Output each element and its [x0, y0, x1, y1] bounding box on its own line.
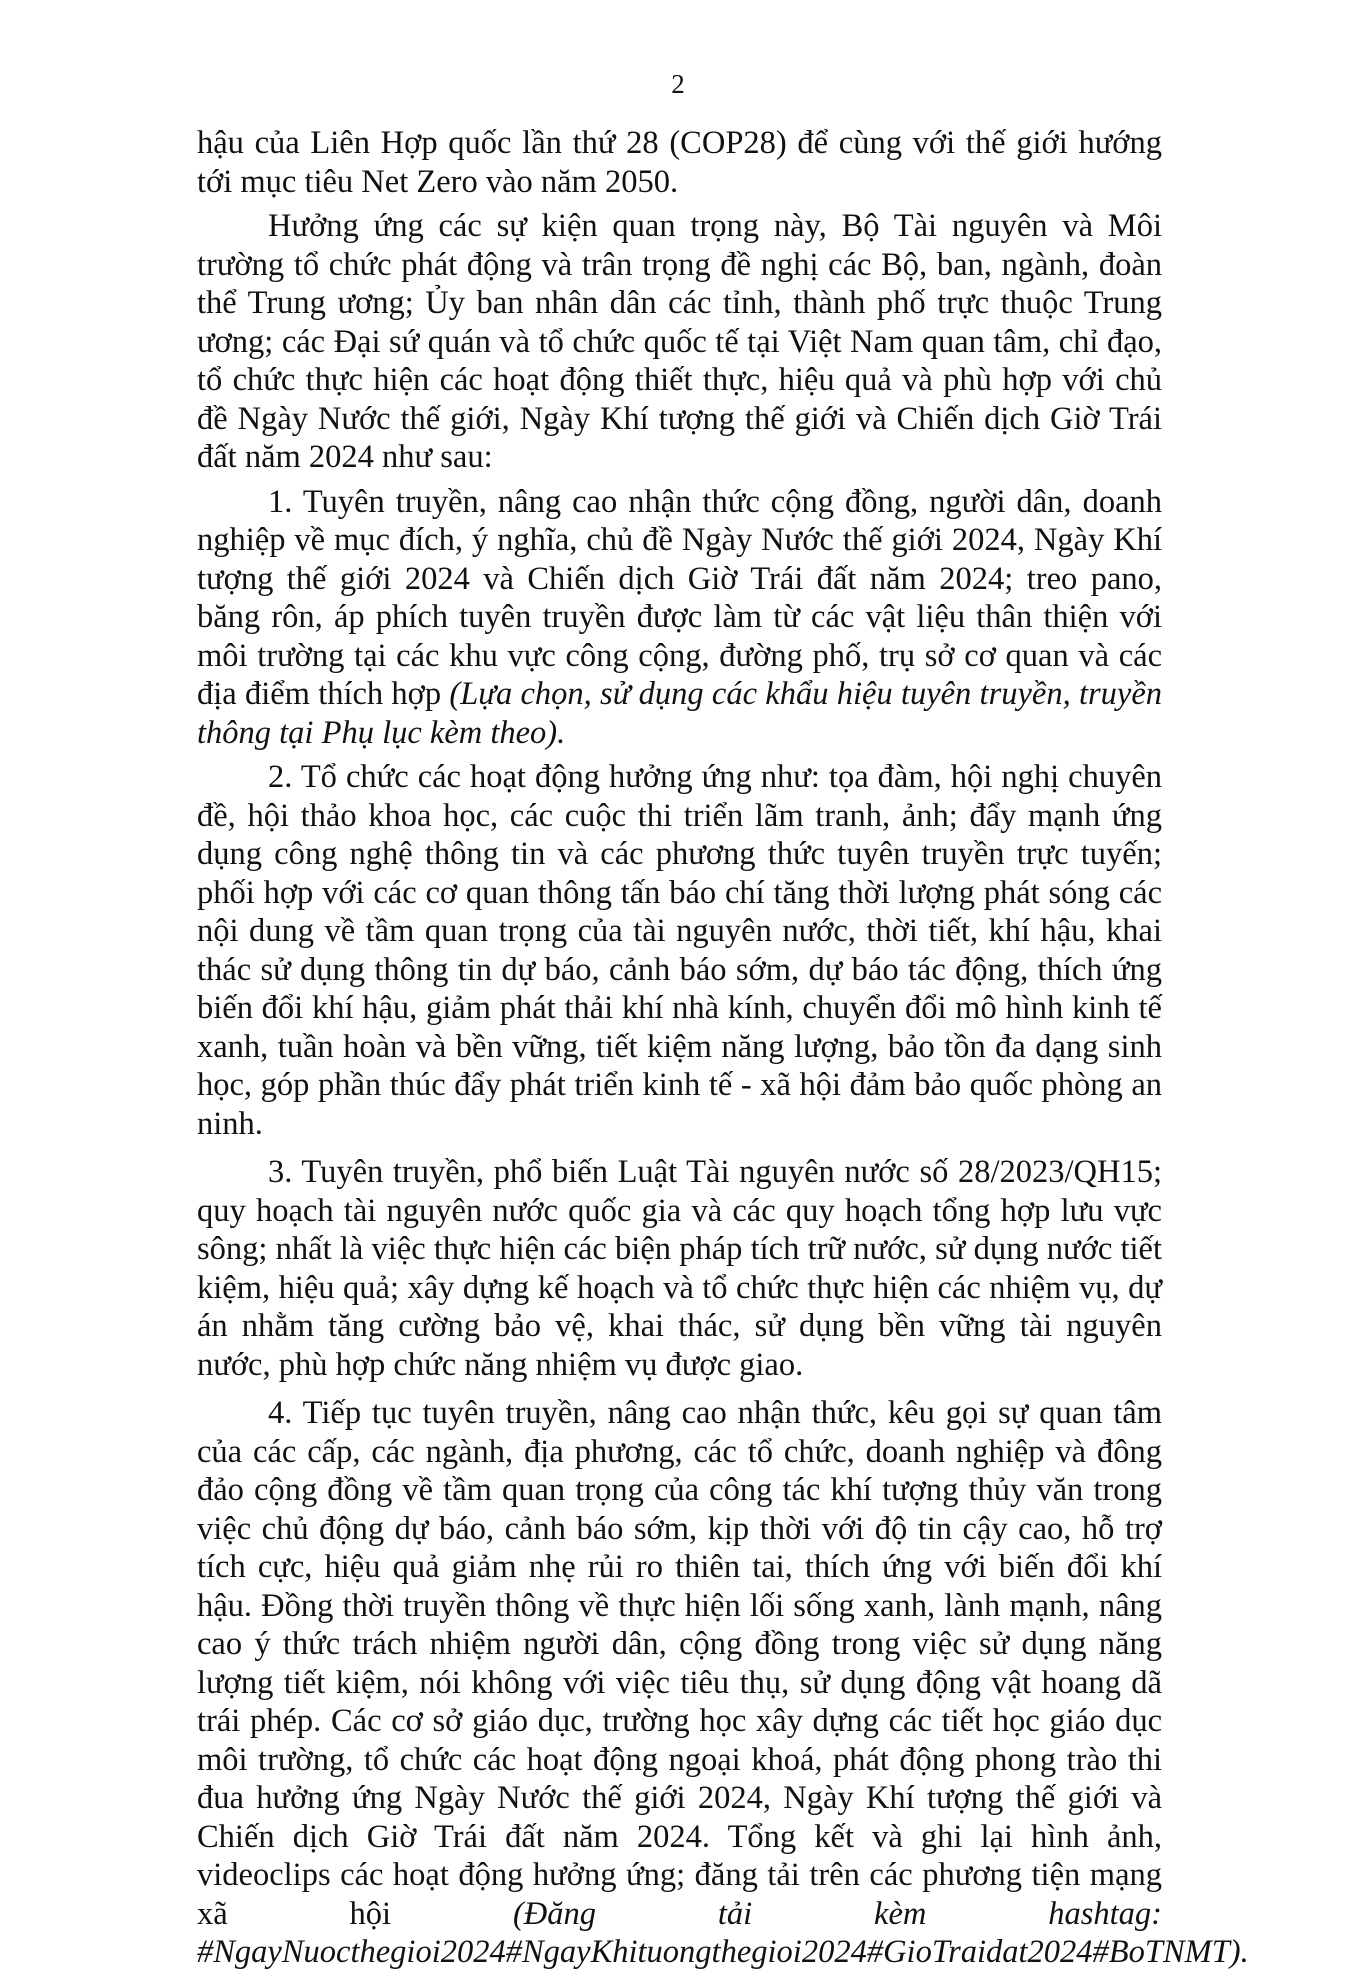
paragraph-text: Hưởng ứng các sự kiện quan trọng này, Bộ Tài nguyên và Môi trường tổ chức phát động và trân trọng đề nghị các Bộ, ban, ngành, đoàn thể Trung ương; Ủy ban nhân dân các tỉnh, thành phố trực thuộc Trung ương; các Đại sứ quán và tổ chức quốc tế tại Việt Nam quan tâm, chỉ đạo, tổ chức thực hiện các hoạt động thiết thực, hiệu quả và phù hợp với chủ đề Ngày Nước thế giới, Ngày Khí tượng thế giới và Chiến dịch Giờ Trái đất năm 2024 như sau: [197, 208, 1162, 475]
paragraph-italic-note: (Đăng tải kèm hashtag: #NgayNuocthegioi2024#NgayKhituongthegioi2024#GioTraidat2024#BoTNMT). [197, 1895, 1249, 1970]
paragraph-text: 2. Tổ chức các hoạt động hưởng ứng như: tọa đàm, hội nghị chuyên đề, hội thảo khoa học, các cuộc thi triển lãm tranh, ảnh; đẩy mạnh ứng dụng công nghệ thông tin và các phương thức tuyên truyền trực tuyến; phối hợp với các cơ quan thông tấn báo chí tăng thời lượng phát sóng các nội dung về tầm quan trọng của tài nguyên nước, thời tiết, khí hậu, khai thác sử dụng thông tin dự báo, cảnh báo sớm, dự báo tác động, thích ứng biến đổi khí hậu, giảm phát thải khí nhà kính, chuyển đổi mô hình kinh tế xanh, tuần hoàn và bền vững, tiết kiệm năng lượng, bảo tồn đa dạng sinh học, góp phần thúc đẩy phát triển kinh tế - xã hội đảm bảo quốc phòng an ninh. [197, 759, 1162, 1142]
paragraph-intro [197, 207, 1162, 477]
paragraph-text: 1. Tuyên truyền, nâng cao nhận thức cộng đồng, người dân, doanh nghiệp về mục đích, ý nghĩa, chủ đề Ngày Nước thế giới 2024, Ngày Khí tượng thế giới 2024 và Chiến dịch Giờ Trái đất năm 2024; treo pano, băng rôn, áp phích tuyên truyền được làm từ các vật liệu thân thiện với môi trường tại các khu vực công cộng, đường phố, trụ sở cơ quan và các địa điểm thích hợp [197, 483, 1162, 712]
paragraph-italic-note: (Lựa chọn, sử dụng các khẩu hiệu tuyên truyền, truyền thông tại Phụ lục kèm theo). [197, 676, 1162, 751]
paragraph-continuation [197, 124, 1162, 201]
paragraph-item-2 [197, 758, 1162, 1143]
page-number: 2 [671, 69, 685, 99]
document-body [197, 124, 1249, 1982]
paragraph-item-4 [197, 1394, 1249, 1972]
paragraph-text: hậu của Liên Hợp quốc lần thứ 28 (COP28) để cùng với thế giới hướng tới mục tiêu Net Zero vào năm 2050. [197, 125, 1162, 200]
paragraph-item-1 [197, 483, 1162, 753]
paragraph-text: 3. Tuyên truyền, phổ biến Luật Tài nguyên nước số 28/2023/QH15; quy hoạch tài nguyên nước quốc gia và các quy hoạch tổng hợp lưu vực sông; nhất là việc thực hiện các biện pháp tích trữ nước, sử dụng nước tiết kiệm, hiệu quả; xây dựng kế hoạch và tổ chức thực hiện các nhiệm vụ, dự án nhằm tăng cường bảo vệ, khai thác, sử dụng bền vững tài nguyên nước, phù hợp chức năng nhiệm vụ được giao. [197, 1154, 1162, 1383]
paragraph-item-3 [197, 1153, 1162, 1384]
paragraph-text: 4. Tiếp tục tuyên truyền, nâng cao nhận thức, kêu gọi sự quan tâm của các cấp, các ngành, địa phương, các tổ chức, doanh nghiệp và đông đảo cộng đồng về tầm quan trọng của công tác khí tượng thủy văn trong việc chủ động dự báo, cảnh báo sớm, kịp thời với độ tin cậy cao, hỗ trợ tích cực, hiệu quả giảm nhẹ rủi ro thiên tai, thích ứng với biến đổi khí hậu. Đồng thời truyền thông về thực hiện lối sống xanh, lành mạnh, nâng cao ý thức trách nhiệm người dân, cộng đồng trong việc sử dụng năng lượng tiết kiệm, nói không với việc tiêu thụ, sử dụng động vật hoang dã trái phép. Các cơ sở giáo dục, trường học xây dựng các tiết học giáo dục môi trường, tổ chức các hoạt động ngoại khoá, phát động phong trào thi đua hưởng ứng Ngày Nước thế giới 2024, Ngày Khí tượng thế giới và Chiến dịch Giờ Trái đất năm 2024. Tổng kết và ghi lại hình ảnh, videoclips các hoạt động hưởng ứng; đăng tải trên các phương tiện mạng xã hội [197, 1395, 1162, 1932]
